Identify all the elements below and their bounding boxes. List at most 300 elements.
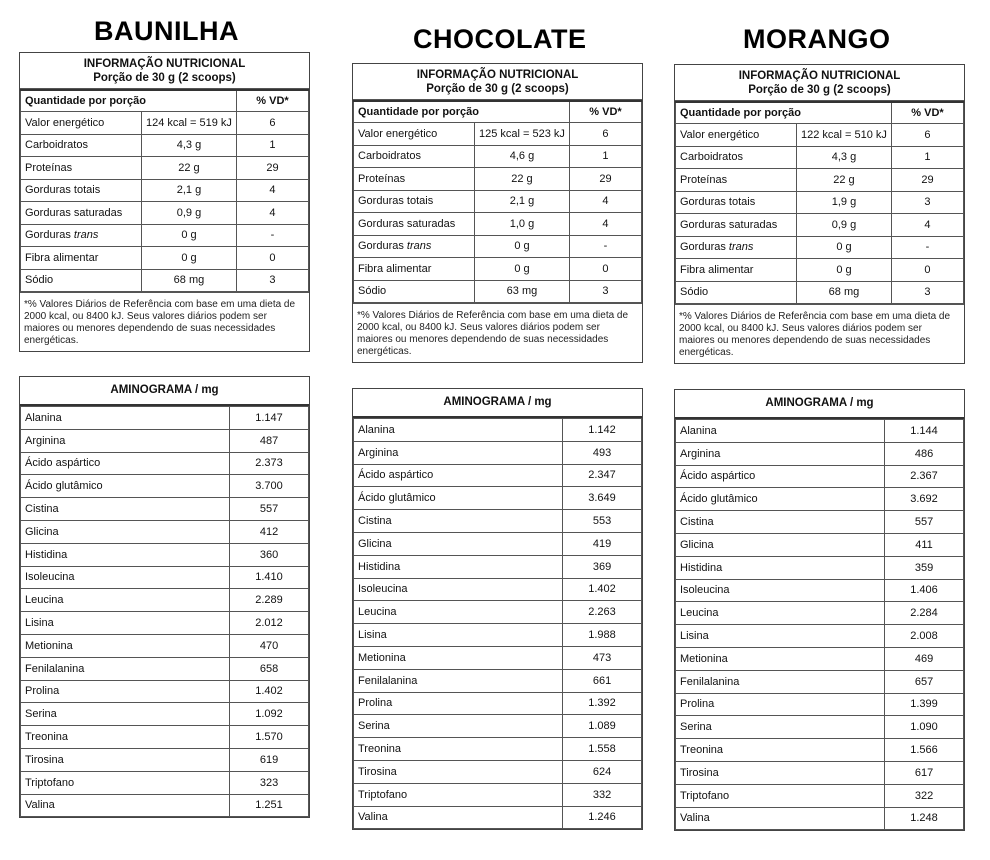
amino-acid-name: Treonina	[354, 738, 563, 761]
amino-acid-name: Prolina	[21, 680, 230, 703]
nutrient-vd: 29	[891, 169, 963, 192]
amino-acid-name: Histidina	[21, 543, 230, 566]
amino-acid-value: 487	[230, 429, 309, 452]
nutrition-table	[353, 100, 642, 303]
nutrient-vd: 6	[236, 112, 308, 135]
nutrition-title	[675, 65, 964, 101]
amino-acid-name: Treonina	[21, 726, 230, 749]
aminogram-row	[676, 511, 964, 534]
amino-acid-name: Leucina	[354, 601, 563, 624]
aminogram-row	[354, 783, 642, 806]
amino-acid-name: Ácido glutâmico	[354, 487, 563, 510]
aminogram-table	[353, 418, 642, 829]
nutrient-label: Sódio	[358, 285, 387, 298]
amino-acid-value: 1.251	[230, 794, 309, 817]
header-vd: % VD*	[891, 102, 963, 124]
nutrient-name	[676, 191, 797, 214]
amino-acid-value: 2.008	[885, 625, 964, 648]
amino-acid-name: Ácido glutâmico	[676, 488, 885, 511]
aminogram-row	[676, 807, 964, 830]
nutrient-quantity: 4,6 g	[474, 145, 569, 168]
amino-acid-value: 1.570	[230, 726, 309, 749]
amino-acid-value: 658	[230, 657, 309, 680]
nutrient-quantity: 1,9 g	[796, 191, 891, 214]
amino-acid-value: 470	[230, 634, 309, 657]
aminogram-row	[676, 625, 964, 648]
amino-acid-value: 557	[230, 498, 309, 521]
amino-acid-name: Serina	[21, 703, 230, 726]
nutrient-vd: 4	[569, 213, 641, 236]
nutrient-name	[21, 224, 142, 247]
nutrient-name	[676, 146, 797, 169]
nutrient-label-italic: trans	[73, 229, 99, 242]
aminogram-row	[21, 407, 309, 430]
aminogram-row	[354, 669, 642, 692]
nutrient-label: Carboidratos	[358, 150, 421, 163]
nutrient-name	[21, 179, 142, 202]
nutrition-row	[21, 179, 309, 202]
aminogram-row	[21, 794, 309, 817]
amino-acid-name: Cistina	[676, 511, 885, 534]
nutrient-quantity: 0,9 g	[796, 214, 891, 237]
amino-acid-value: 323	[230, 771, 309, 794]
aminogram-row	[676, 647, 964, 670]
nutrient-label: Fibra alimentar	[358, 262, 432, 275]
nutrition-footnote: *% Valores Diários de Referência com base em uma dieta de 2000 kcal, ou 8400 kJ. Seus valores diários podem ser maiores ou menores dependendo de suas necessidades energéticas.	[20, 292, 309, 351]
nutrient-quantity: 0 g	[141, 247, 236, 270]
nutrient-name	[676, 259, 797, 282]
header-quantity: Quantidade por porção	[354, 101, 570, 123]
amino-acid-value: 486	[885, 442, 964, 465]
nutrient-quantity: 122 kcal = 510 kJ	[796, 124, 891, 147]
amino-acid-name: Histidina	[676, 556, 885, 579]
amino-acid-name: Triptofano	[676, 784, 885, 807]
aminogram-row	[21, 748, 309, 771]
nutrition-title	[20, 53, 309, 89]
nutrition-row	[21, 247, 309, 270]
amino-acid-value: 1.399	[885, 693, 964, 716]
amino-acid-name: Lisina	[21, 612, 230, 635]
aminogram-row	[354, 646, 642, 669]
amino-acid-value: 2.373	[230, 452, 309, 475]
amino-acid-name: Metionina	[676, 647, 885, 670]
nutrient-name	[354, 280, 475, 303]
amino-acid-name: Histidina	[354, 555, 563, 578]
nutrient-name	[354, 235, 475, 258]
nutrition-row	[21, 157, 309, 180]
nutrient-vd: 1	[569, 145, 641, 168]
nutrient-label: Valor energético	[25, 116, 105, 129]
amino-acid-value: 2.289	[230, 589, 309, 612]
amino-acid-value: 1.144	[885, 420, 964, 443]
nutrient-label: Gorduras saturadas	[680, 218, 778, 231]
amino-acid-value: 359	[885, 556, 964, 579]
amino-acid-name: Lisina	[354, 624, 563, 647]
amino-acid-value: 2.347	[563, 464, 642, 487]
amino-acid-name: Glicina	[21, 520, 230, 543]
aminogram-row	[676, 670, 964, 693]
nutrient-quantity: 0 g	[796, 236, 891, 259]
nutrition-row	[354, 258, 642, 281]
amino-acid-name: Alanina	[21, 407, 230, 430]
nutrient-label-italic: trans	[728, 241, 754, 254]
amino-acid-name: Valina	[21, 794, 230, 817]
amino-acid-name: Arginina	[354, 441, 563, 464]
amino-acid-name: Tirosina	[676, 761, 885, 784]
aminogram-row	[676, 602, 964, 625]
nutrition-header-row	[21, 90, 309, 112]
nutrient-quantity: 2,1 g	[474, 190, 569, 213]
amino-acid-value: 3.692	[885, 488, 964, 511]
amino-acid-name: Leucina	[21, 589, 230, 612]
aminogram-row	[676, 716, 964, 739]
aminogram-row	[21, 612, 309, 635]
amino-acid-name: Isoleucina	[354, 578, 563, 601]
amino-acid-name: Metionina	[21, 634, 230, 657]
aminogram-title: AMINOGRAMA / mg	[675, 390, 964, 419]
aminogram-row	[676, 761, 964, 784]
nutrient-label: Gorduras totais	[358, 195, 434, 208]
amino-acid-name: Fenilalanina	[354, 669, 563, 692]
nutrient-quantity: 22 g	[474, 168, 569, 191]
amino-acid-value: 1.566	[885, 739, 964, 762]
nutrient-vd: -	[236, 224, 308, 247]
nutrition-row	[354, 213, 642, 236]
amino-acid-value: 619	[230, 748, 309, 771]
nutrition-title-line1: INFORMAÇÃO NUTRICIONAL	[416, 69, 579, 81]
amino-acid-value: 2.012	[230, 612, 309, 635]
aminogram-row	[21, 429, 309, 452]
nutrition-row	[676, 259, 964, 282]
header-quantity: Quantidade por porção	[676, 102, 892, 124]
nutrient-label: Fibra alimentar	[680, 263, 754, 276]
amino-acid-value: 1.558	[563, 738, 642, 761]
nutrition-row	[676, 124, 964, 147]
amino-acid-value: 1.406	[885, 579, 964, 602]
aminogram-row	[676, 533, 964, 556]
aminogram-row	[354, 806, 642, 829]
aminogram-row	[21, 726, 309, 749]
nutrient-quantity: 0 g	[796, 259, 891, 282]
nutrient-name	[21, 134, 142, 157]
amino-acid-value: 1.410	[230, 566, 309, 589]
nutrition-row	[676, 214, 964, 237]
nutrient-vd: 0	[891, 259, 963, 282]
nutrient-name	[354, 168, 475, 191]
nutrition-row	[354, 145, 642, 168]
amino-acid-name: Alanina	[676, 420, 885, 443]
nutrient-name	[21, 202, 142, 225]
nutrition-row	[676, 146, 964, 169]
aminogram-row	[21, 543, 309, 566]
aminogram-row	[354, 555, 642, 578]
flavor-title-baunilha: BAUNILHA	[94, 16, 239, 46]
amino-acid-value: 557	[885, 511, 964, 534]
nutrition-panel-baunilha	[19, 52, 310, 352]
nutrient-name	[21, 157, 142, 180]
amino-acid-value: 3.700	[230, 475, 309, 498]
amino-acid-value: 657	[885, 670, 964, 693]
aminogram-row	[354, 510, 642, 533]
nutrition-serving: Porção de 30 g (2 scoops)	[426, 83, 569, 95]
aminogram-table	[20, 406, 309, 817]
nutrient-vd: 6	[569, 123, 641, 146]
aminogram-row	[676, 556, 964, 579]
amino-acid-name: Ácido glutâmico	[21, 475, 230, 498]
amino-acid-name: Fenilalanina	[676, 670, 885, 693]
aminogram-row	[354, 624, 642, 647]
amino-acid-name: Prolina	[676, 693, 885, 716]
aminogram-row	[21, 771, 309, 794]
nutrition-row	[21, 112, 309, 135]
nutrient-quantity: 124 kcal = 519 kJ	[141, 112, 236, 135]
amino-acid-value: 493	[563, 441, 642, 464]
aminogram-row	[676, 693, 964, 716]
aminogram-row	[354, 487, 642, 510]
nutrient-quantity: 68 mg	[796, 281, 891, 304]
header-vd: % VD*	[569, 101, 641, 123]
nutrient-vd: -	[891, 236, 963, 259]
aminogram-row	[354, 441, 642, 464]
amino-acid-value: 2.263	[563, 601, 642, 624]
amino-acid-name: Leucina	[676, 602, 885, 625]
amino-acid-name: Isoleucina	[21, 566, 230, 589]
header-quantity: Quantidade por porção	[21, 90, 237, 112]
aminogram-row	[21, 452, 309, 475]
aminogram-panel-baunilha	[19, 376, 310, 818]
amino-acid-value: 617	[885, 761, 964, 784]
amino-acid-name: Ácido aspártico	[21, 452, 230, 475]
aminogram-row	[676, 420, 964, 443]
nutrition-title-line1: INFORMAÇÃO NUTRICIONAL	[738, 70, 901, 82]
nutrition-table	[20, 89, 309, 292]
aminogram-row	[354, 419, 642, 442]
nutrition-row	[354, 280, 642, 303]
amino-acid-value: 1.402	[563, 578, 642, 601]
nutrient-label: Carboidratos	[680, 151, 743, 164]
flavor-title-chocolate: CHOCOLATE	[413, 24, 587, 54]
nutrient-quantity: 0 g	[141, 224, 236, 247]
nutrient-vd: 4	[236, 202, 308, 225]
aminogram-panel-morango	[674, 389, 965, 831]
nutrient-label: Valor energético	[680, 128, 760, 141]
amino-acid-value: 624	[563, 760, 642, 783]
nutrient-quantity: 22 g	[796, 169, 891, 192]
nutrition-footnote: *% Valores Diários de Referência com base em uma dieta de 2000 kcal, ou 8400 kJ. Seus valores diários podem ser maiores ou menores dependendo de suas necessidades energéticas.	[675, 304, 964, 363]
nutrient-quantity: 2,1 g	[141, 179, 236, 202]
aminogram-row	[21, 589, 309, 612]
amino-acid-value: 2.284	[885, 602, 964, 625]
nutrient-vd: 3	[891, 281, 963, 304]
amino-acid-name: Lisina	[676, 625, 885, 648]
amino-acid-name: Treonina	[676, 739, 885, 762]
aminogram-row	[354, 578, 642, 601]
nutrient-label: Gorduras	[358, 240, 404, 253]
nutrient-name	[676, 214, 797, 237]
nutrient-label: Valor energético	[358, 127, 438, 140]
nutrient-quantity: 0 g	[474, 258, 569, 281]
nutrient-name	[676, 281, 797, 304]
amino-acid-name: Tirosina	[354, 760, 563, 783]
nutrient-name	[354, 145, 475, 168]
nutrient-quantity: 125 kcal = 523 kJ	[474, 123, 569, 146]
amino-acid-value: 1.092	[230, 703, 309, 726]
amino-acid-value: 419	[563, 532, 642, 555]
aminogram-title: AMINOGRAMA / mg	[353, 389, 642, 418]
aminogram-row	[21, 680, 309, 703]
aminogram-row	[354, 601, 642, 624]
amino-acid-value: 1.246	[563, 806, 642, 829]
nutrient-quantity: 0 g	[474, 235, 569, 258]
amino-acid-name: Glicina	[676, 533, 885, 556]
nutrient-quantity: 4,3 g	[141, 134, 236, 157]
nutrient-label: Fibra alimentar	[25, 251, 99, 264]
aminogram-row	[354, 760, 642, 783]
nutrient-label: Gorduras	[680, 241, 726, 254]
nutrition-row	[676, 169, 964, 192]
aminogram-row	[21, 566, 309, 589]
nutrient-vd: 29	[236, 157, 308, 180]
amino-acid-value: 360	[230, 543, 309, 566]
nutrient-label: Gorduras totais	[680, 196, 756, 209]
amino-acid-name: Triptofano	[21, 771, 230, 794]
amino-acid-value: 2.367	[885, 465, 964, 488]
nutrient-quantity: 22 g	[141, 157, 236, 180]
nutrition-row	[21, 134, 309, 157]
amino-acid-value: 3.649	[563, 487, 642, 510]
nutrient-vd: 6	[891, 124, 963, 147]
amino-acid-name: Glicina	[354, 532, 563, 555]
aminogram-row	[21, 634, 309, 657]
amino-acid-value: 1.142	[563, 419, 642, 442]
nutrient-label: Sódio	[680, 286, 709, 299]
nutrient-name	[354, 190, 475, 213]
nutrient-name	[21, 247, 142, 270]
amino-acid-value: 1.089	[563, 715, 642, 738]
amino-acid-value: 369	[563, 555, 642, 578]
nutrition-title	[353, 64, 642, 100]
nutrient-name	[676, 169, 797, 192]
nutrition-row	[354, 235, 642, 258]
amino-acid-value: 473	[563, 646, 642, 669]
nutrient-label: Gorduras	[25, 229, 71, 242]
nutrient-label: Proteínas	[680, 173, 728, 186]
flavor-title-morango: MORANGO	[743, 24, 891, 54]
amino-acid-value: 1.392	[563, 692, 642, 715]
nutrient-name	[21, 269, 142, 292]
nutrition-serving: Porção de 30 g (2 scoops)	[748, 84, 891, 96]
amino-acid-name: Cistina	[354, 510, 563, 533]
aminogram-row	[21, 703, 309, 726]
amino-acid-value: 411	[885, 533, 964, 556]
nutrition-row	[21, 269, 309, 292]
nutrient-name	[354, 258, 475, 281]
nutrient-vd: 3	[891, 191, 963, 214]
nutrition-row	[21, 224, 309, 247]
nutrition-row	[676, 236, 964, 259]
amino-acid-name: Prolina	[354, 692, 563, 715]
amino-acid-name: Triptofano	[354, 783, 563, 806]
amino-acid-name: Serina	[676, 716, 885, 739]
nutrient-vd: 1	[236, 134, 308, 157]
nutrient-vd: 4	[569, 190, 641, 213]
nutrition-table	[675, 101, 964, 304]
header-vd: % VD*	[236, 90, 308, 112]
aminogram-row	[676, 442, 964, 465]
nutrition-row	[676, 191, 964, 214]
amino-acid-name: Serina	[354, 715, 563, 738]
nutrition-row	[21, 202, 309, 225]
nutrition-footnote: *% Valores Diários de Referência com base em uma dieta de 2000 kcal, ou 8400 kJ. Seus valores diários podem ser maiores ou menores dependendo de suas necessidades energéticas.	[353, 303, 642, 362]
aminogram-row	[676, 488, 964, 511]
nutrition-header-row	[354, 101, 642, 123]
nutrition-row	[676, 281, 964, 304]
nutrient-label: Sódio	[25, 274, 54, 287]
aminogram-row	[354, 692, 642, 715]
nutrient-label: Carboidratos	[25, 139, 88, 152]
amino-acid-value: 1.248	[885, 807, 964, 830]
amino-acid-name: Metionina	[354, 646, 563, 669]
aminogram-row	[676, 739, 964, 762]
nutrient-label: Gorduras saturadas	[358, 217, 456, 230]
aminogram-row	[354, 464, 642, 487]
nutrient-label: Proteínas	[25, 161, 73, 174]
nutrient-name	[676, 124, 797, 147]
nutrient-vd: 4	[891, 214, 963, 237]
nutrient-quantity: 4,3 g	[796, 146, 891, 169]
amino-acid-name: Arginina	[21, 429, 230, 452]
nutrient-name	[354, 123, 475, 146]
amino-acid-name: Ácido aspártico	[676, 465, 885, 488]
nutrient-quantity: 0,9 g	[141, 202, 236, 225]
amino-acid-value: 1.147	[230, 407, 309, 430]
nutrition-row	[354, 168, 642, 191]
nutrition-row	[354, 123, 642, 146]
nutrition-row	[354, 190, 642, 213]
aminogram-title: AMINOGRAMA / mg	[20, 377, 309, 406]
aminogram-row	[354, 532, 642, 555]
amino-acid-name: Isoleucina	[676, 579, 885, 602]
aminogram-row	[21, 520, 309, 543]
aminogram-panel-chocolate	[352, 388, 643, 830]
nutrient-vd: 1	[891, 146, 963, 169]
nutrient-quantity: 68 mg	[141, 269, 236, 292]
amino-acid-name: Alanina	[354, 419, 563, 442]
nutrient-name	[21, 112, 142, 135]
nutrient-vd: 0	[236, 247, 308, 270]
amino-acid-value: 553	[563, 510, 642, 533]
nutrient-vd: 29	[569, 168, 641, 191]
amino-acid-name: Arginina	[676, 442, 885, 465]
nutrient-quantity: 63 mg	[474, 280, 569, 303]
amino-acid-value: 1.090	[885, 716, 964, 739]
amino-acid-value: 661	[563, 669, 642, 692]
nutrient-vd: 0	[569, 258, 641, 281]
nutrition-panel-morango	[674, 64, 965, 364]
aminogram-row	[676, 579, 964, 602]
aminogram-row	[21, 498, 309, 521]
nutrient-label-italic: trans	[406, 240, 432, 253]
amino-acid-name: Valina	[354, 806, 563, 829]
amino-acid-value: 469	[885, 647, 964, 670]
nutrient-label: Gorduras saturadas	[25, 206, 123, 219]
aminogram-row	[354, 715, 642, 738]
amino-acid-value: 332	[563, 783, 642, 806]
amino-acid-value: 1.988	[563, 624, 642, 647]
amino-acid-name: Valina	[676, 807, 885, 830]
nutrient-vd: 3	[569, 280, 641, 303]
nutrient-name	[676, 236, 797, 259]
